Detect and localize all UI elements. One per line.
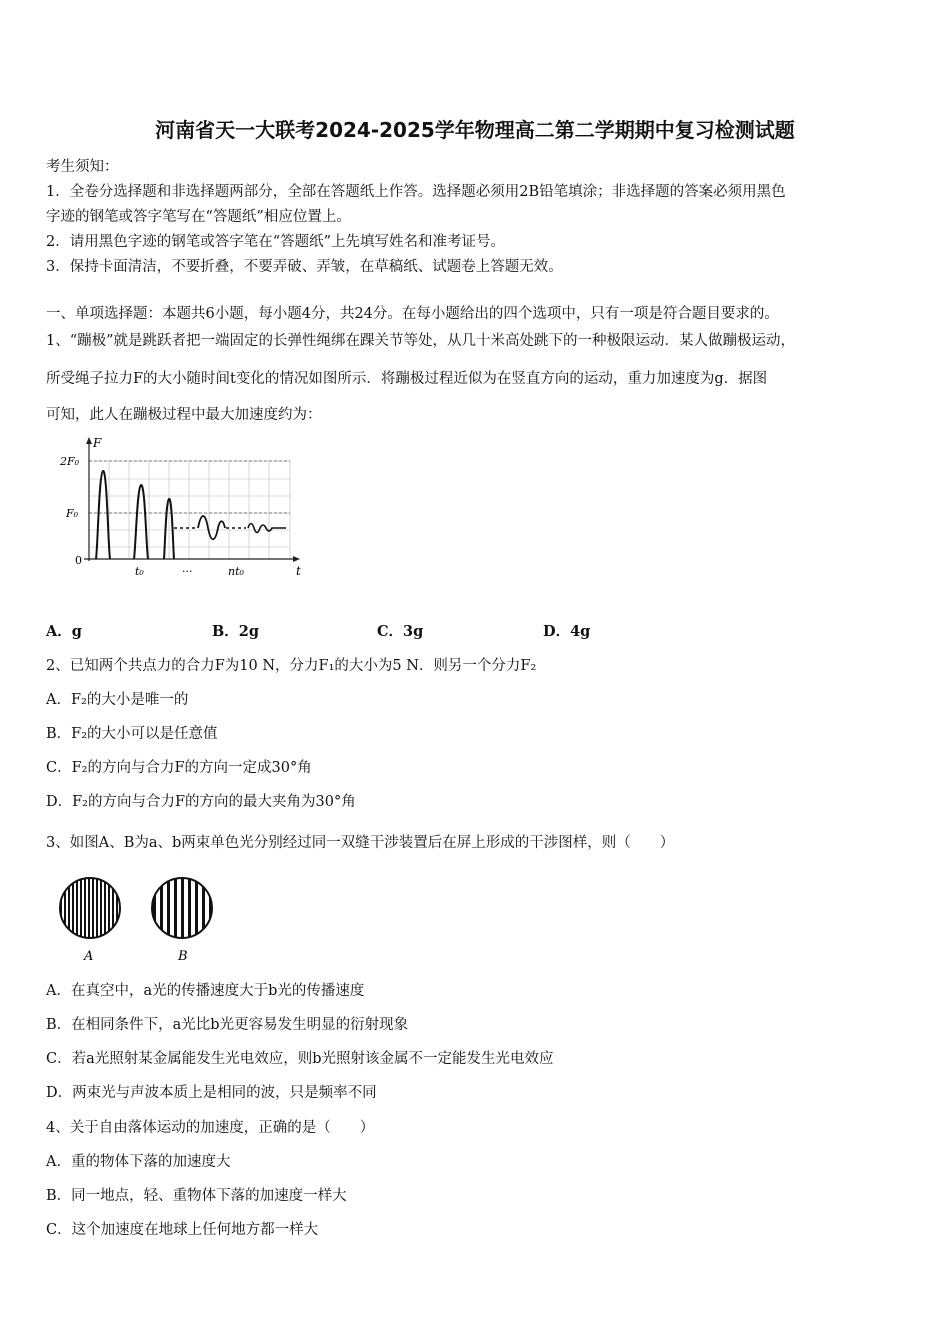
graph-x-tick-nt0: nt₀	[228, 565, 244, 578]
q1-option-d-text: 4g	[570, 623, 591, 640]
q2-option-b[interactable]: B．F₂的大小可以是任意值	[46, 726, 218, 742]
q3-option-d[interactable]: D．两束光与声波本质上是相同的波，只是频率不同	[46, 1085, 377, 1101]
q4-option-c[interactable]: C．这个加速度在地球上任何地方都一样大	[46, 1222, 319, 1238]
notice-item-1: 1．全卷分选择题和非选择题两部分，全部在答题纸上作答。选择题必须用2B铅笔填涂；非选择题的答案必须用黑色	[46, 184, 786, 200]
q4-option-a[interactable]: A．重的物体下落的加速度大	[46, 1154, 231, 1170]
notice-item-2: 2．请用黑色字迹的钢笔或答字笔在“答题纸”上先填写姓名和准考证号。	[46, 234, 506, 250]
q1-stem-line2: 所受绳子拉力F的大小随时间t变化的情况如图所示．将蹦极过程近似为在竖直方向的运动，重力加速度为g．据图	[46, 371, 768, 387]
graph-y-tick-f0: F₀	[66, 507, 79, 520]
q1-option-a-label: A．	[46, 623, 72, 640]
section-heading: 一、单项选择题：本题共6小题，每小题4分，共24分。在每小题给出的四个选项中，只有一项是符合题目要求的。	[46, 306, 779, 322]
graph-y-tick-2f0: 2F₀	[60, 455, 80, 468]
q1-option-a[interactable]	[46, 620, 82, 641]
q1-stem-line1: 1、“蹦极”就是跳跃者把一端固定的长弹性绳绑在踝关节等处，从几十米高处跳下的一种极限运动．某人做蹦极运动，	[46, 333, 796, 349]
q2-option-a[interactable]: A．F₂的大小是唯一的	[46, 692, 189, 708]
graph-origin: 0	[75, 554, 82, 567]
q3-stem: 3、如图A、B为a、b两束单色光分别经过同一双缝干涉装置后在屏上形成的干涉图样，则（ ）	[46, 835, 675, 851]
q1-stem-line3: 可知，此人在蹦极过程中最大加速度约为：	[46, 407, 322, 423]
q2-stem: 2、已知两个共点力的合力F为10 N，分力F₁的大小为5 N．则另一个分力F₂	[46, 658, 537, 674]
q1-option-c[interactable]	[377, 620, 423, 641]
q1-option-c-text: 3g	[403, 623, 424, 640]
q1-option-d[interactable]	[543, 620, 590, 641]
q1-force-graph	[56, 433, 314, 583]
q2-option-c[interactable]: C．F₂的方向与合力F的方向一定成30°角	[46, 760, 312, 776]
pattern-b-label: B	[178, 949, 188, 964]
q1-option-b-label: B．	[212, 623, 239, 640]
graph-x-dots: ···	[182, 565, 193, 578]
notice-item-3: 3．保持卡面清洁，不要折叠，不要弄破、弄皱，在草稿纸、试题卷上答题无效。	[46, 259, 563, 275]
notice-heading: 考生须知：	[46, 159, 119, 175]
q1-option-d-label: D．	[543, 623, 571, 640]
graph-x-label: t	[296, 564, 301, 578]
q3-option-c[interactable]: C．若a光照射某金属能发生光电效应，则b光照射该金属不一定能发生光电效应	[46, 1051, 554, 1067]
graph-x-tick-t0: t₀	[135, 565, 144, 578]
q2-option-d[interactable]: D．F₂的方向与合力F的方向的最大夹角为30°角	[46, 794, 356, 810]
q4-stem: 4、关于自由落体运动的加速度，正确的是（ ）	[46, 1120, 375, 1136]
pattern-b-fringes	[150, 876, 214, 940]
q4-option-b[interactable]: B．同一地点，轻、重物体下落的加速度一样大	[46, 1188, 347, 1204]
q1-option-c-label: C．	[377, 623, 404, 640]
q3-option-a[interactable]: A．在真空中，a光的传播速度大于b光的传播速度	[46, 983, 365, 999]
page-title: 河南省天一大联考2024-2025学年物理高二第二学期期中复习检测试题	[155, 118, 795, 142]
q1-option-b[interactable]	[212, 620, 259, 641]
pattern-a-label: A	[84, 949, 94, 964]
pattern-a-fringes	[58, 876, 122, 940]
graph-y-label: F	[93, 436, 102, 450]
q1-option-a-text: g	[71, 623, 82, 640]
q3-interference-figure	[50, 872, 230, 964]
notice-item-1-cont: 字迹的钢笔或答字笔写在“答题纸”相应位置上。	[46, 209, 351, 225]
q3-option-b[interactable]: B．在相同条件下，a光比b光更容易发生明显的衍射现象	[46, 1017, 409, 1033]
q1-option-b-text: 2g	[238, 623, 259, 640]
